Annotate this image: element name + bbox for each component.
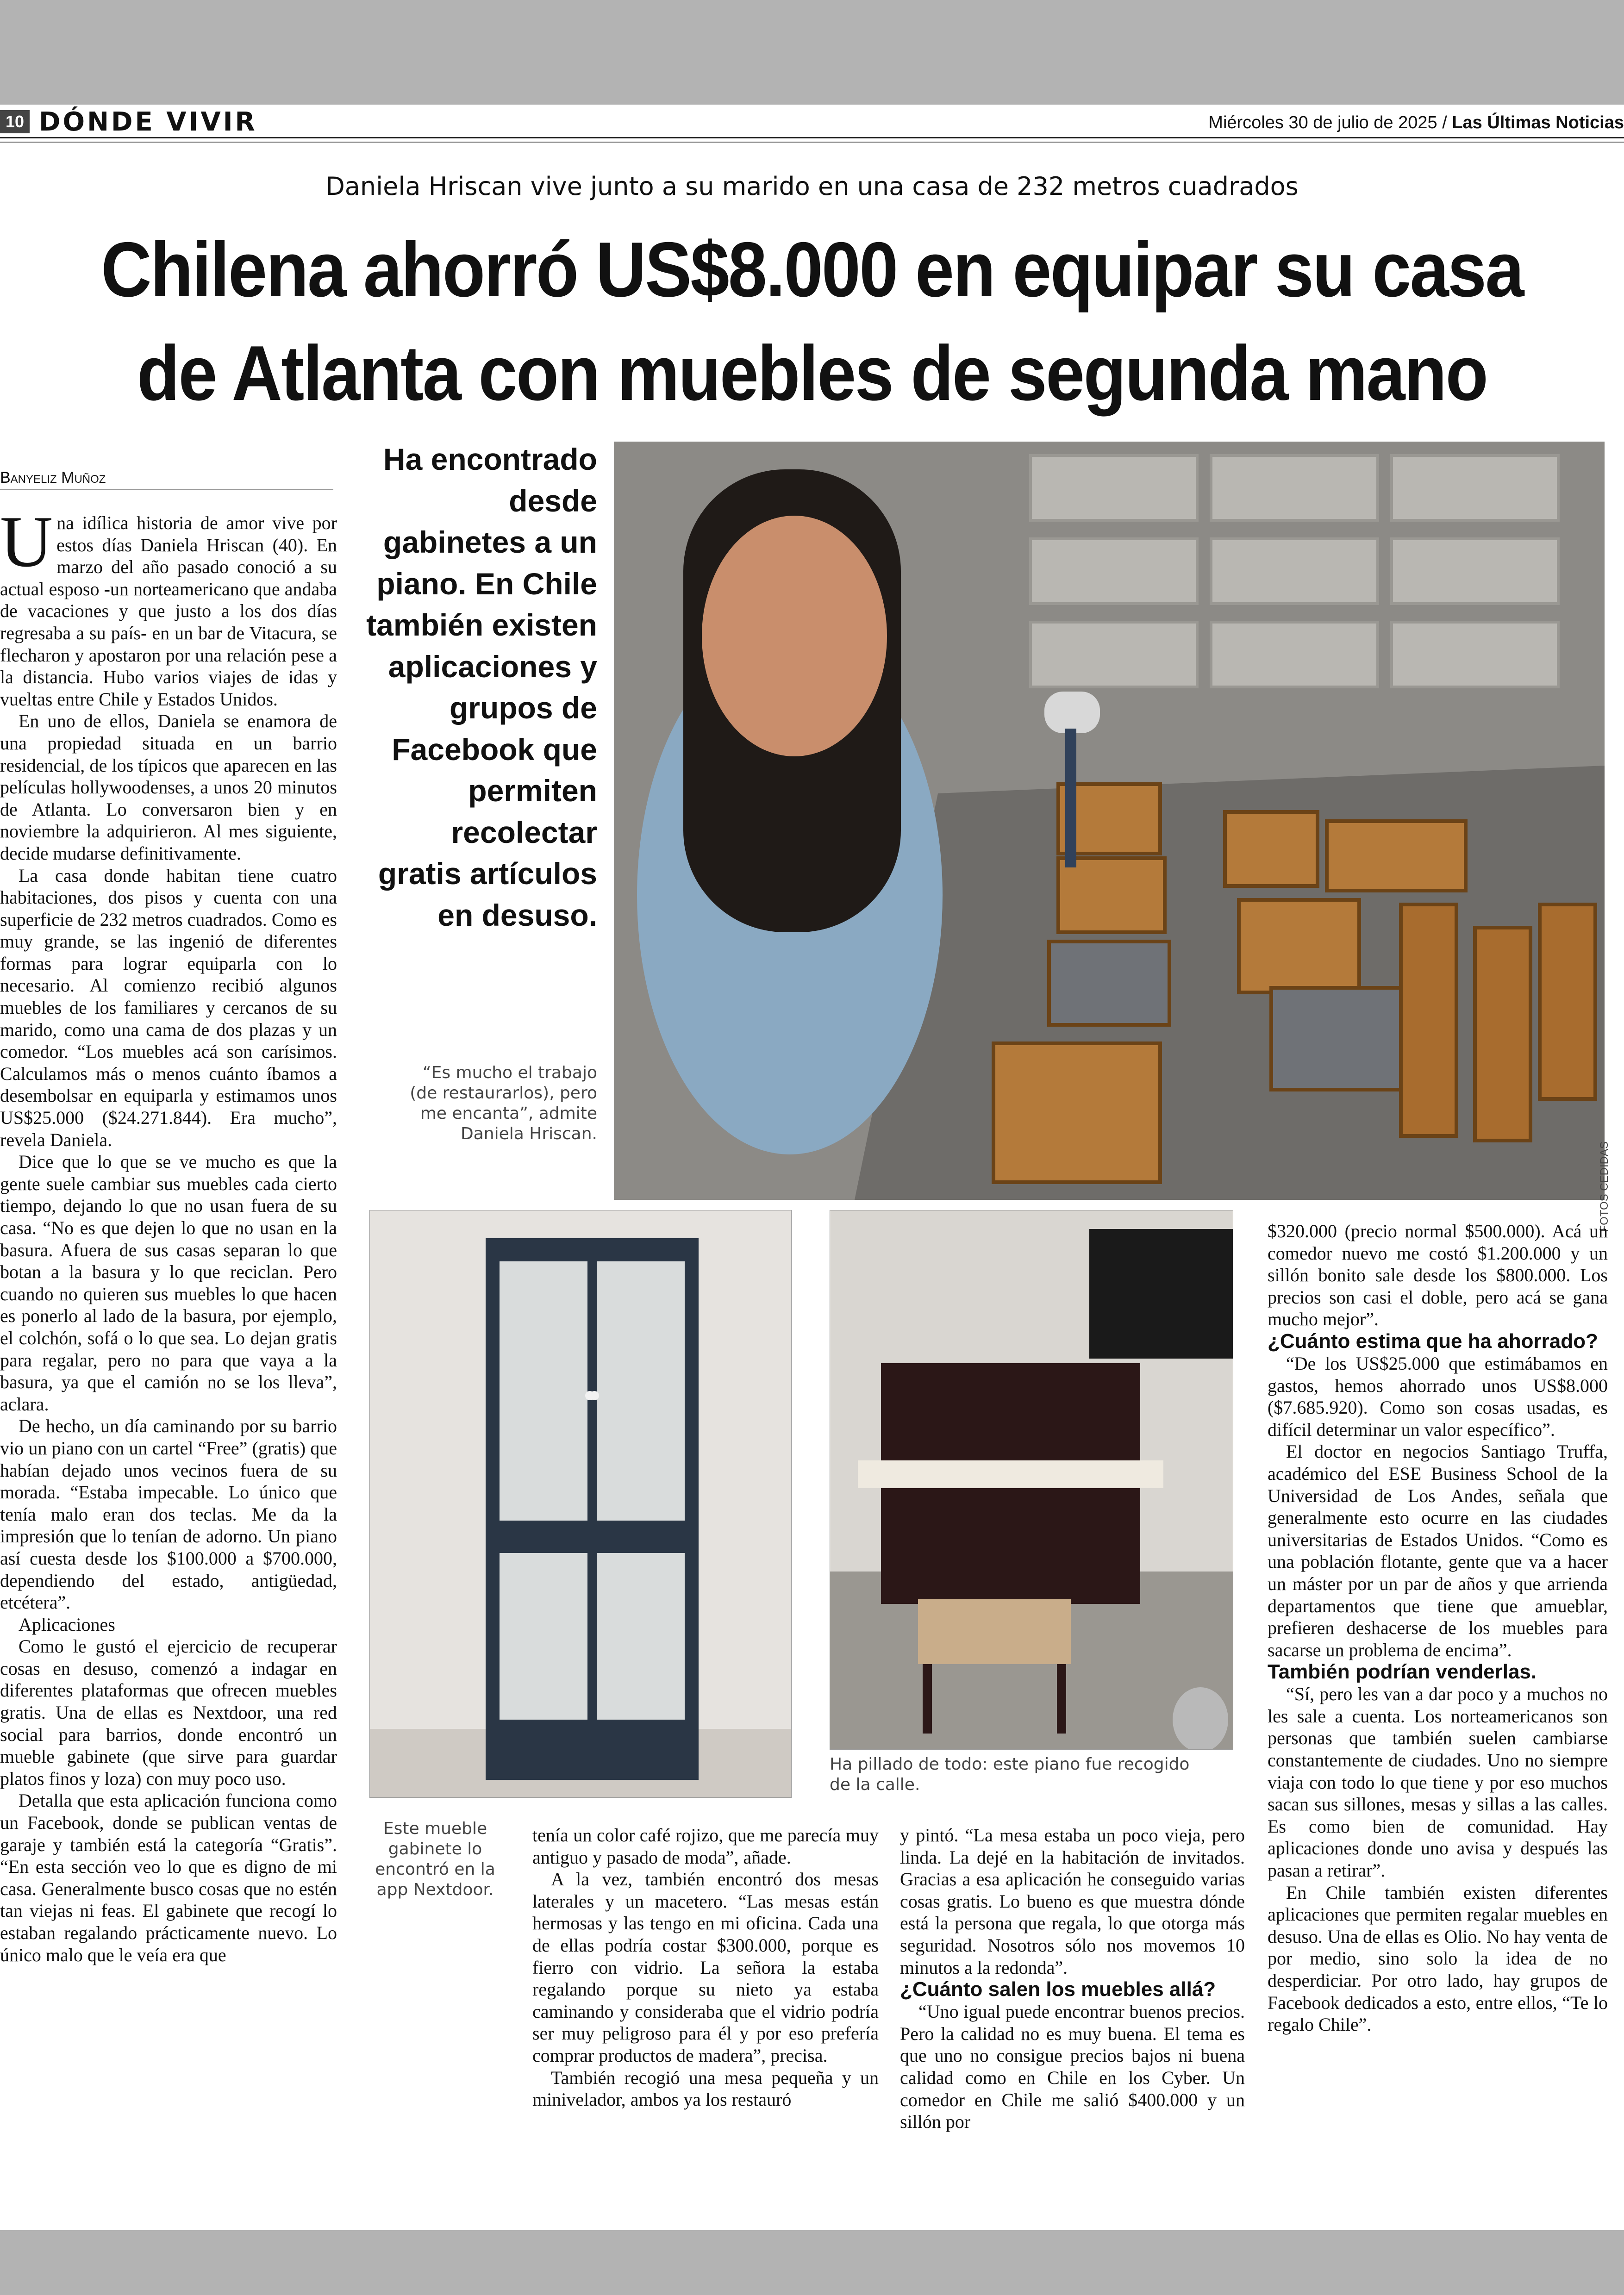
photo-credit: FOTOS CEDIDAS xyxy=(1598,1141,1611,1232)
paragraph: La casa donde habitan tiene cuatro habitaciones, dos pisos y cuenta con una superficie de 232 metros cuadrados. Como es muy grande, se las ingenió de diferentes formas para lograr equiparla con lo necesario. Al comienzo recibió algunos muebles de los familiares y cercanos de su marido, como una cama de dos plazas y un comedor. “Los muebles acá son carísimos. Calculamos más o menos cuánto íbamos a desembolsar en equiparla y estimamos unos US$25.000 ($24.271.844). Era mucho”, revela Daniela. xyxy=(0,865,337,1150)
main-photo-illustration xyxy=(614,442,1605,1200)
piano-photo-illustration xyxy=(830,1210,1233,1749)
page-number: 10 xyxy=(0,110,30,133)
piano-photo-caption: Ha pillado de todo: este piano fue recogido de la calle. xyxy=(830,1755,1190,1794)
headline-line-2: de Atlanta con muebles de segunda mano xyxy=(137,330,1487,417)
dateline xyxy=(1208,111,1624,134)
header-rule-thin xyxy=(0,142,1624,143)
article-column-3 xyxy=(900,1824,1245,2133)
paragraph: También recogió una mesa pequeña y un minivelador, ambos ya los restauró xyxy=(532,2067,879,2110)
publication-name: Las Últimas Noticias xyxy=(1452,113,1624,132)
interview-question: ¿Cuánto estima que ha ahorrado? xyxy=(1268,1329,1598,1353)
paragraph: “Sí, pero les van a dar poco y a muchos no les sale a cuenta. Los norteamericanos son personas que también suelen cambiarse constantemente de ciudades. Uno no siempre viaja con todo lo que tiene y por eso muchos sacan sus sillones, mesas y sillas a las calles. Es como bien de comunidad. Hay aplicaciones donde uno avisa y después las pasan a retirar”. xyxy=(1268,1684,1608,1881)
piano-photo xyxy=(830,1210,1233,1750)
paragraph: A la vez, también encontró dos mesas laterales y un macetero. “Las mesas están hermosas y las tengo en mi oficina. Cada una de ellas podría costar $300.000, porque es fierro con vidrio. La señora la estaba regalando porque su nieto ya estaba caminando y consideraba que el vidrio podría ser muy peligroso para él y por eso prefería comprar productos de madera”, precisa. xyxy=(532,1869,879,2066)
header-rule xyxy=(0,137,1624,138)
byline: Banyeliz Muñoz xyxy=(0,468,333,490)
interview-question: También podrían venderlas. xyxy=(1268,1660,1537,1684)
article-kicker: Daniela Hriscan vive junto a su marido en una casa de 232 metros cuadrados xyxy=(325,172,1299,201)
newspaper-page xyxy=(0,105,1624,2230)
issue-date: Miércoles 30 de julio de 2025 xyxy=(1208,113,1437,132)
main-photo-woman-with-paint-roller xyxy=(614,442,1605,1200)
cabinet-photo-caption: Este mueble gabinete lo encontró en la app Nextdoor. xyxy=(375,1819,495,1899)
interview-question: ¿Cuánto salen los muebles allá? xyxy=(900,1978,1216,2001)
article-column-1 xyxy=(0,501,337,1966)
section-subhead: Aplicaciones xyxy=(19,1614,115,1635)
cabinet-photo xyxy=(369,1210,792,1798)
section-title: DÓNDE VIVIR xyxy=(39,107,257,137)
paragraph: $320.000 (precio normal $500.000). Acá un comedor nuevo me costó $1.200.000 y un sillón bonito sale desde los $800.000. Los precios son casi el doble, pero acá se gana mucho mejor”. xyxy=(1268,1221,1608,1330)
article-headline xyxy=(81,218,1543,425)
paragraph: Como le gustó el ejercicio de recuperar cosas en desuso, comenzó a indagar en diferentes plataformas que ofrecen muebles gratis. Una de ellas es Nextdoor, una red social para barrios, donde encontró un mueble gabinete (que sirve para guardar platos finos y loza) con muy poco uso. xyxy=(0,1636,337,1789)
paragraph: Detalla que esta aplicación funciona como un Facebook, donde se publican ventas de garaje y también está la categoría “Gratis”. “En esta sección veo lo que es digno de mi casa. Generalmente busco cosas que no estén tan viejas ni feas. El gabinete que recogí lo estaban regalando prácticamente nuevo. Lo único malo que le veía era que xyxy=(0,1790,337,1965)
cabinet-photo-illustration xyxy=(370,1210,791,1797)
article-column-4 xyxy=(1268,1220,1608,2036)
paragraph: En Chile también existen diferentes aplicaciones que permiten regalar muebles en desuso. Una de ellas es Olio. No hay venta de por medio, sino solo la idea de no desperdiciar. Por otro lado, hay grupos de Facebook dedicados a esto, entre ellos, “Te lo regalo Chile”. xyxy=(1268,1882,1608,2035)
paragraph: El doctor en negocios Santiago Truffa, académico del ESE Business School de la Universidad de Los Andes, señala que generalmente esto ocurre en las ciudades universitarias de Estados Unidos. “Como es una población flotante, gente que va a hacer un máster por un par de años y que arrienda departamentos que tiene que amueblar, prefieren deshacerse de los muebles para sacarse un problema de encima”. xyxy=(1268,1441,1608,1660)
paragraph xyxy=(0,501,337,710)
article-column-2 xyxy=(532,1824,879,2111)
headline-line-1: Chilena ahorró US$8.000 en equipar su casa xyxy=(101,226,1523,313)
paragraph: tenía un color café rojizo, que me parecía muy antiguo y pasado de moda”, añade. xyxy=(532,1825,879,1868)
paragraph: De hecho, un día caminando por su barrio vio un piano con un cartel “Free” (gratis) que habían dejado unos vecinos fuera de su morada. “Estaba impecable. Lo único que tenía malo eran dos teclas. Me da la impresión que lo tenían de adorno. Un piano así cuesta desde los $100.000 a $700.000, dependiendo del estado, antigüedad, etcétera”. xyxy=(0,1416,337,1613)
pull-quote: Ha encontrado desde gabinetes a un piano. En Chile también existen aplicaciones y grupos de Facebook que permiten recolectar gratis artículos en desuso. xyxy=(366,442,597,932)
paragraph: “Uno igual puede encontrar buenos precios. Pero la calidad no es muy buena. El tema es que uno no consigue precios bajos ni buena calidad como en Chile en los Cyber. Un comedor en Chile me salió $400.000 y un sillón por xyxy=(900,2001,1245,2133)
paragraph-text: na idílica historia de amor vive por estos días Daniela Hriscan (40). En marzo del año pasado conoció a su actual esposo -un norteamericano que andaba de vacaciones y que justo a los dos días regresaba a su país- en un bar de Vitacura, se flecharon y apostaron por una relación pese a la distancia. Hubo varios viajes de idas y vueltas entre Chile y Estados Unidos. xyxy=(0,512,337,710)
paragraph: Dice que lo que se ve mucho es que la gente suele cambiar sus muebles cada cierto tiempo, dejando lo que no usan fuera de su casa. “No es que dejen lo que no usan en la basura. Afuera de sus casas separan lo que botan a la basura y lo que reciclan. Pero cuando no quieren sus muebles lo que hacen es ponerlo al lado de la basura, por ejemplo, el colchón, sofá o lo que sea. Lo dejan gratis para regalar, pero no para que vaya a la basura, ya que el camión no se los lleva”, aclara. xyxy=(0,1151,337,1415)
bottom-margin xyxy=(0,2230,1624,2295)
main-photo-caption: “Es mucho el trabajo (de restaurarlos), pero me encanta”, admite Daniela Hriscan. xyxy=(410,1063,597,1143)
dateline-separator: / xyxy=(1442,113,1447,132)
paragraph: En uno de ellos, Daniela se enamora de una propiedad situada en un barrio residencial, de los típicos que aparecen en las películas hollywoodenses, a unos 20 minutos de Atlanta. Lo conversaron bien y en noviembre la adquirieron. Al mes siguiente, decide mudarse definitivamente. xyxy=(0,711,337,864)
paragraph: “De los US$25.000 que estimábamos en gastos, hemos ahorrado unos US$8.000 ($7.685.920). Como son cosas usadas, es difícil determinar un valor específico”. xyxy=(1268,1353,1608,1440)
drop-cap: U xyxy=(0,501,53,582)
paragraph: y pintó. “La mesa estaba un poco vieja, pero linda. La dejé en la habitación de invitados. Gracias a esa aplicación he conseguido varias cosas gratis. Lo bueno es que muestra dónde está la persona que regala, lo que otorga más seguridad. Nosotros sólo nos movemos 10 minutos a la redonda”. xyxy=(900,1825,1245,1978)
